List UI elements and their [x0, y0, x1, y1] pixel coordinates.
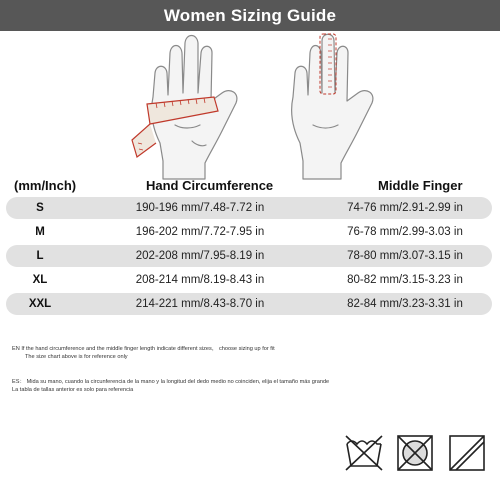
hand-illustrations — [0, 31, 500, 181]
size-label: M — [35, 226, 45, 238]
hand-value: 208-214 mm/8.19-8.43 in — [135, 274, 265, 286]
header-hand-circumference: Hand Circumference — [146, 178, 274, 193]
table-row — [6, 269, 492, 291]
note-en-line1: EN If the hand circumference and the middle finger length indicate different sizes， choose sizing up for fit — [12, 346, 275, 352]
table-header — [0, 174, 500, 198]
finger-value: 74-76 mm/2.91-2.99 in — [347, 202, 463, 214]
title-bar — [0, 0, 500, 31]
header-middle-finger: Middle Finger — [378, 178, 463, 193]
finger-value: 78-80 mm/3.07-3.15 in — [347, 250, 463, 262]
note-en-line2: The size chart above is for reference only — [25, 354, 128, 360]
size-label: S — [36, 202, 44, 214]
size-label: XL — [32, 274, 48, 286]
note-es-line1: ES： Mida su mano, cuando la circunferencia de la mano y la longitud del dedo medio no coinciden, elija el tamaño más grande — [12, 379, 330, 385]
hand-value: 202-208 mm/7.95-8.19 in — [135, 250, 265, 262]
size-label: L — [36, 250, 44, 262]
finger-value: 76-78 mm/2.99-3.03 in — [347, 226, 463, 238]
finger-value: 82-84 mm/3.23-3.31 in — [347, 298, 463, 310]
header-unit: (mm/Inch) — [14, 178, 77, 193]
hand-value: 196-202 mm/7.72-7.95 in — [135, 226, 265, 238]
do-not-iron-icon — [450, 436, 484, 470]
do-not-wash-icon — [346, 436, 382, 470]
note-es-line2: La tabla de tallas anterior es solo para referencia — [12, 387, 134, 393]
page-title: Women Sizing Guide — [163, 5, 337, 25]
hand-value: 214-221 mm/8.43-8.70 in — [135, 298, 265, 310]
finger-value: 80-82 mm/3.15-3.23 in — [347, 274, 463, 286]
table-row — [6, 293, 492, 315]
note-spanish — [12, 378, 329, 394]
table-row — [6, 245, 492, 267]
size-label: XXL — [28, 298, 52, 310]
note-english — [12, 345, 275, 361]
middle-finger-measure-icon — [292, 34, 373, 179]
care-icons — [344, 432, 494, 472]
hand-value: 190-196 mm/7.48-7.72 in — [135, 202, 265, 214]
table-row — [6, 221, 492, 243]
do-not-tumble-dry-icon — [398, 436, 432, 470]
table-row — [6, 197, 492, 219]
